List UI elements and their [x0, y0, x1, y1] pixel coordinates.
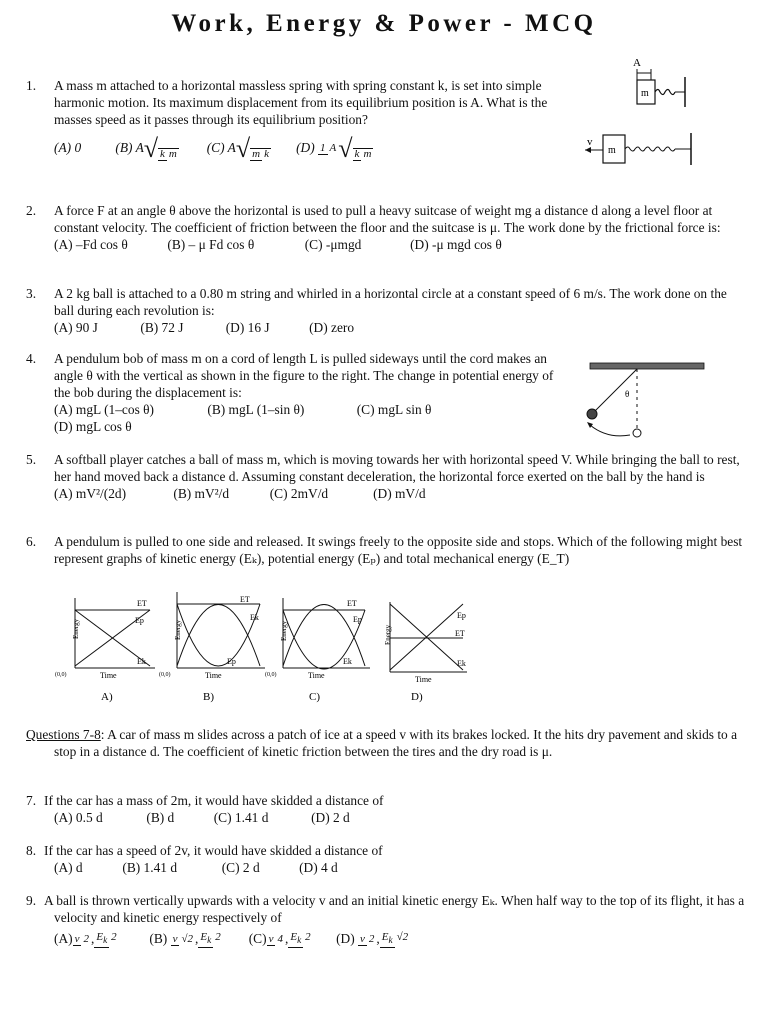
mass-label-bottom: m [608, 145, 616, 156]
question-text: A softball player catches a ball of mass m, which is moving towards her with horizontal speed V. While bringing the ball to rest, her hand moved back a distance d. Assuming constant deceleration, the horizontal force exerted on the ball by the hand is [54, 452, 740, 484]
option-a: (A) 90 J [54, 320, 98, 335]
question-number: 9. [26, 893, 37, 908]
option-d: (D) -μ mgd cos θ [410, 237, 502, 252]
answer-options [54, 319, 746, 336]
sqrt-k-over-m-d: √ k m [338, 134, 372, 163]
question-3 [26, 285, 746, 336]
graph-d-et-label: ET [455, 629, 465, 638]
question-number: 4. [26, 351, 37, 366]
question-text: A 2 kg ball is attached to a 0.80 m string and whirled in a horizontal circle at a constant speed of 6 m/s. The work done on the ball during each revolution is: [54, 286, 727, 318]
option-a: (A) –Fd cos θ [54, 237, 128, 252]
option-c-label: (C) [248, 931, 267, 946]
label-A: A [633, 57, 641, 69]
graph-a-x-axis-label: Time [100, 671, 117, 680]
question-9 [26, 892, 750, 948]
questions-7-8-heading: Questions 7-8 [26, 727, 101, 742]
answer-options [54, 136, 556, 162]
graph-c-origin-label: (0,0) [265, 672, 277, 678]
theta-label: θ [625, 389, 630, 399]
question-number: 8. [26, 843, 37, 858]
option-b-label: (B) A [115, 140, 144, 156]
question-6 [26, 533, 754, 567]
question-7 [26, 792, 746, 826]
question-text: A ball is thrown vertically upwards with a velocity v and an initial kinetic energy Eₖ. When half way to the top of its flight, it has a velocity and kinetic energy respectively of [44, 893, 745, 925]
option-d: (D) 4 d [299, 860, 338, 875]
graph-d [384, 602, 467, 703]
graph-c-label: C) [309, 691, 320, 703]
option-d [296, 136, 373, 162]
graph-c-x-axis-label: Time [308, 671, 325, 680]
question-2 [26, 202, 746, 253]
graph-a-ek-label: Ek [137, 657, 146, 666]
option-a [54, 139, 112, 156]
pendulum-rest-position [633, 429, 641, 437]
answer-options [54, 859, 746, 876]
question-number: 1. [26, 78, 37, 93]
graph-a-label: A) [101, 691, 113, 703]
option-b: (B) 72 J [140, 320, 184, 335]
question-text: A mass m attached to a horizontal massless spring with spring constant k, is set into simple harmonic motion. Its maximum displacement from its equilibrium position is A. What is the masses speed as it passes through its equilibrium position? [54, 78, 548, 127]
graph-a-ep-label: Ep [135, 616, 144, 625]
option-c: (C) 2mV/d [269, 486, 329, 501]
questions-7-8-stem [26, 726, 746, 760]
option-a: (A) v 2 , $E_k$ 2 [54, 931, 117, 946]
graph-c [265, 598, 370, 703]
question-1 [26, 77, 556, 162]
option-d: (D) v 2 , $E_k$ √2 [336, 931, 409, 946]
option-a: (A) 0.5 d [54, 810, 103, 825]
option-a-label: (A) 0 [54, 140, 82, 156]
graph-b-x-axis-label: Time [205, 671, 222, 680]
sqrt-k-over-m: √ k m [143, 134, 177, 163]
option-b: (B) mV²/d [173, 486, 230, 501]
option-c [207, 136, 293, 162]
graph-b-et-label: ET [240, 595, 250, 604]
question-text: If the car has a speed of 2v, it would have skidded a distance of [44, 843, 383, 858]
questions-7-8-text: : A car of mass m slides across a patch of ice at a speed v with its brakes locked. It the hits dry pavement and skids to a stop in a distance d. The coefficient of kinetic friction between the tires and the dry road is μ. [54, 727, 738, 759]
energy-graphs-figure [55, 588, 485, 708]
option-b: (B) 1.41 d [122, 860, 178, 875]
question-4 [26, 350, 556, 435]
option-b [115, 136, 203, 162]
answer-options [54, 485, 746, 502]
spring-mass-figure [585, 55, 715, 170]
option-c: (C) 2 d [221, 860, 260, 875]
question-number: 3. [26, 286, 37, 301]
graph-b-ep-label: Ep [227, 657, 236, 666]
graph-c-y-axis-label: Energy [280, 620, 288, 641]
graph-d-x-axis-label: Time [415, 675, 432, 684]
option-d: (D) mgL cos θ [54, 419, 132, 434]
graph-a-origin-label: (0,0) [55, 672, 67, 678]
mass-label-top: m [641, 88, 649, 99]
graph-b-y-axis-label: Energy [174, 619, 182, 640]
question-number: 2. [26, 203, 37, 218]
option-a: (A) mgL (1–cos θ) [54, 402, 154, 417]
option-d: (D) mV/d [373, 486, 426, 501]
graph-b-label: B) [203, 691, 214, 703]
graph-c-ep-label: Ep [353, 615, 362, 624]
graph-d-ep-label: Ep [457, 611, 466, 620]
question-number: 5. [26, 452, 37, 467]
option-b: (B) mgL (1–sin θ) [207, 402, 305, 417]
graph-b [159, 592, 265, 703]
answer-options [54, 236, 746, 253]
question-number: 7. [26, 793, 37, 808]
option-a: (A) d [54, 860, 83, 875]
label-v: v [587, 136, 593, 148]
graph-a-y-axis-label: Energy [72, 618, 80, 639]
option-c: (D) 16 J [225, 320, 270, 335]
option-b: (B) v √2 , $E_k$ 2 [149, 931, 221, 946]
question-text: A force F at an angle θ above the horizontal is used to pull a heavy suitcase of weight mg a distance d along a level floor at constant velocity. The coefficient of friction between the floor and the suitcase is μ. The work done by the frictional force is: [54, 203, 721, 235]
page-title: Work, Energy & Power - MCQ [171, 10, 597, 37]
answer-options [54, 930, 750, 948]
pendulum-bob [587, 409, 597, 419]
option-b: (B) d [146, 810, 175, 825]
question-8 [26, 842, 746, 876]
option-c-label: (C) A [206, 140, 236, 156]
option-a: (A) mV²/(2d) [54, 486, 127, 501]
option-d-label: (D) [336, 931, 355, 946]
answer-options [54, 401, 556, 418]
graph-a-et-label: ET [137, 599, 147, 608]
question-text: A pendulum is pulled to one side and released. It swings freely to the opposite side and stops. Which of the following might best represent graphs of kinetic energy (Eₖ), potential energy (Eₚ) and total mechanical energy (E_T) [54, 534, 743, 566]
graph-b-origin-label: (0,0) [159, 672, 171, 678]
option-b-label: (B) [149, 931, 168, 946]
question-text: A pendulum bob of mass m on a cord of length L is pulled sideways until the cord makes an angle θ with the vertical as shown in the figure to the right. The change in potential energy of the bob during the displacement is: [54, 351, 554, 400]
graph-c-et-label: ET [347, 599, 357, 608]
option-a-label: (A) [54, 931, 73, 946]
graph-d-ek-label: Ek [457, 659, 466, 668]
option-b: (B) – μ Fd cos θ [167, 237, 255, 252]
option-c: (C) -μmgd [304, 237, 362, 252]
sqrt-m-over-k: √ m k [235, 134, 269, 163]
option-d: (D) 2 d [311, 810, 350, 825]
option-c: (C) v 4 , $E_k$ 2 [248, 931, 311, 946]
graph-d-y-axis-label: Energy [384, 624, 392, 645]
option-c: (C) mgL sin θ [356, 402, 432, 417]
one-over-a: 1 A [320, 142, 337, 154]
answer-options [54, 809, 746, 826]
pendulum-figure [572, 355, 712, 445]
graph-a [55, 598, 155, 703]
question-text: If the car has a mass of 2m, it would have skidded a distance of [44, 793, 384, 808]
question-5 [26, 451, 746, 502]
option-c: (C) 1.41 d [213, 810, 269, 825]
option-d: (D) zero [309, 320, 355, 335]
option-d-label: (D) [296, 140, 315, 156]
graph-c-ek-label: Ek [343, 657, 352, 666]
question-number: 6. [26, 534, 37, 549]
pendulum-support [590, 363, 704, 369]
graph-d-label: D) [411, 691, 423, 703]
graph-b-ek-label: Ek [250, 613, 259, 622]
